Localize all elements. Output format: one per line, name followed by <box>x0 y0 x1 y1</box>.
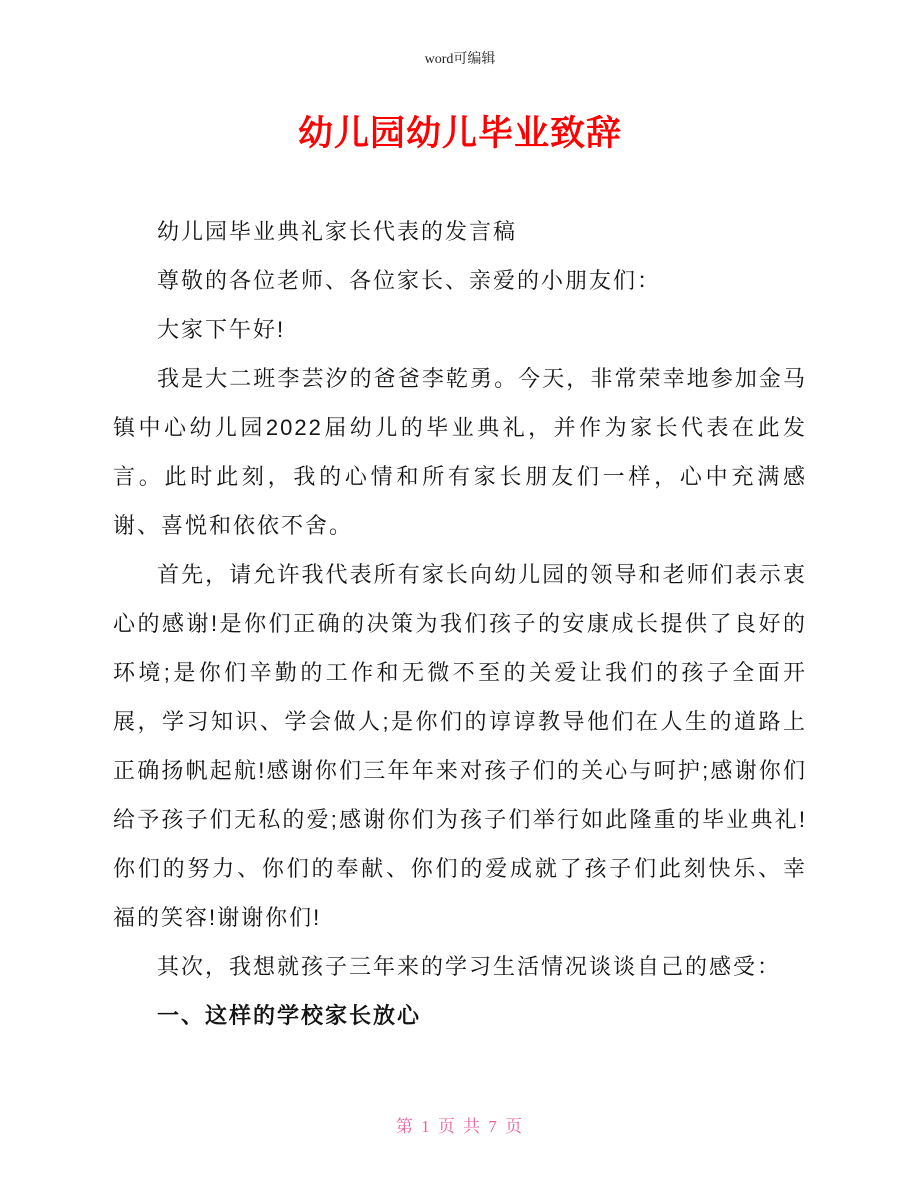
page-header <box>0 48 920 68</box>
paragraph-speech-subtitle: 幼儿园毕业典礼家长代表的发言稿 <box>157 219 518 244</box>
paragraph-thanks: 首先，请允许我代表所有家长向幼儿园的领导和老师们表示衷心的感谢!是你们正确的决策为我们孩子的安康成长提供了良好的环境;是你们辛勤的工作和无微不至的关爱让我们的孩子全面开展，学习知识、学会做人;是你们的谆谆教导他们在人生的道路上正确扬帆起航!感谢你们三年年来对孩子们的关心与呵护;感谢你们给予孩子们无私的爱;感谢你们为孩子们举行如此隆重的毕业典礼!你们的努力、你们的奉献、你们的爱成就了孩子们此刻快乐、幸福的笑容!谢谢你们! <box>113 562 807 930</box>
paragraph-transition: 其次，我想就孩子三年来的学习生活情况谈谈自己的感受： <box>157 954 782 979</box>
document-body <box>113 207 807 1040</box>
document-title: 幼儿园幼儿毕业致辞 <box>297 114 622 153</box>
page-footer <box>0 1112 920 1137</box>
page-number-label: 第 1 页 共 7 页 <box>395 1117 525 1136</box>
section-heading-one: 一、这样的学校家长放心 <box>157 1003 422 1028</box>
paragraph-introduction: 我是大二班李芸汐的爸爸李乾勇。今天，非常荣幸地参加金马镇中心幼儿园2022届幼儿的毕业典礼，并作为家长代表在此发言。此时此刻，我的心情和所有家长朋友们一样，心中充满感谢、喜悦和依依不舍。 <box>113 366 807 538</box>
watermark-text: word可编辑 <box>424 52 496 67</box>
paragraph-salutation: 尊敬的各位老师、各位家长、亲爱的小朋友们： <box>157 268 662 293</box>
paragraph-greeting: 大家下午好! <box>157 317 286 342</box>
